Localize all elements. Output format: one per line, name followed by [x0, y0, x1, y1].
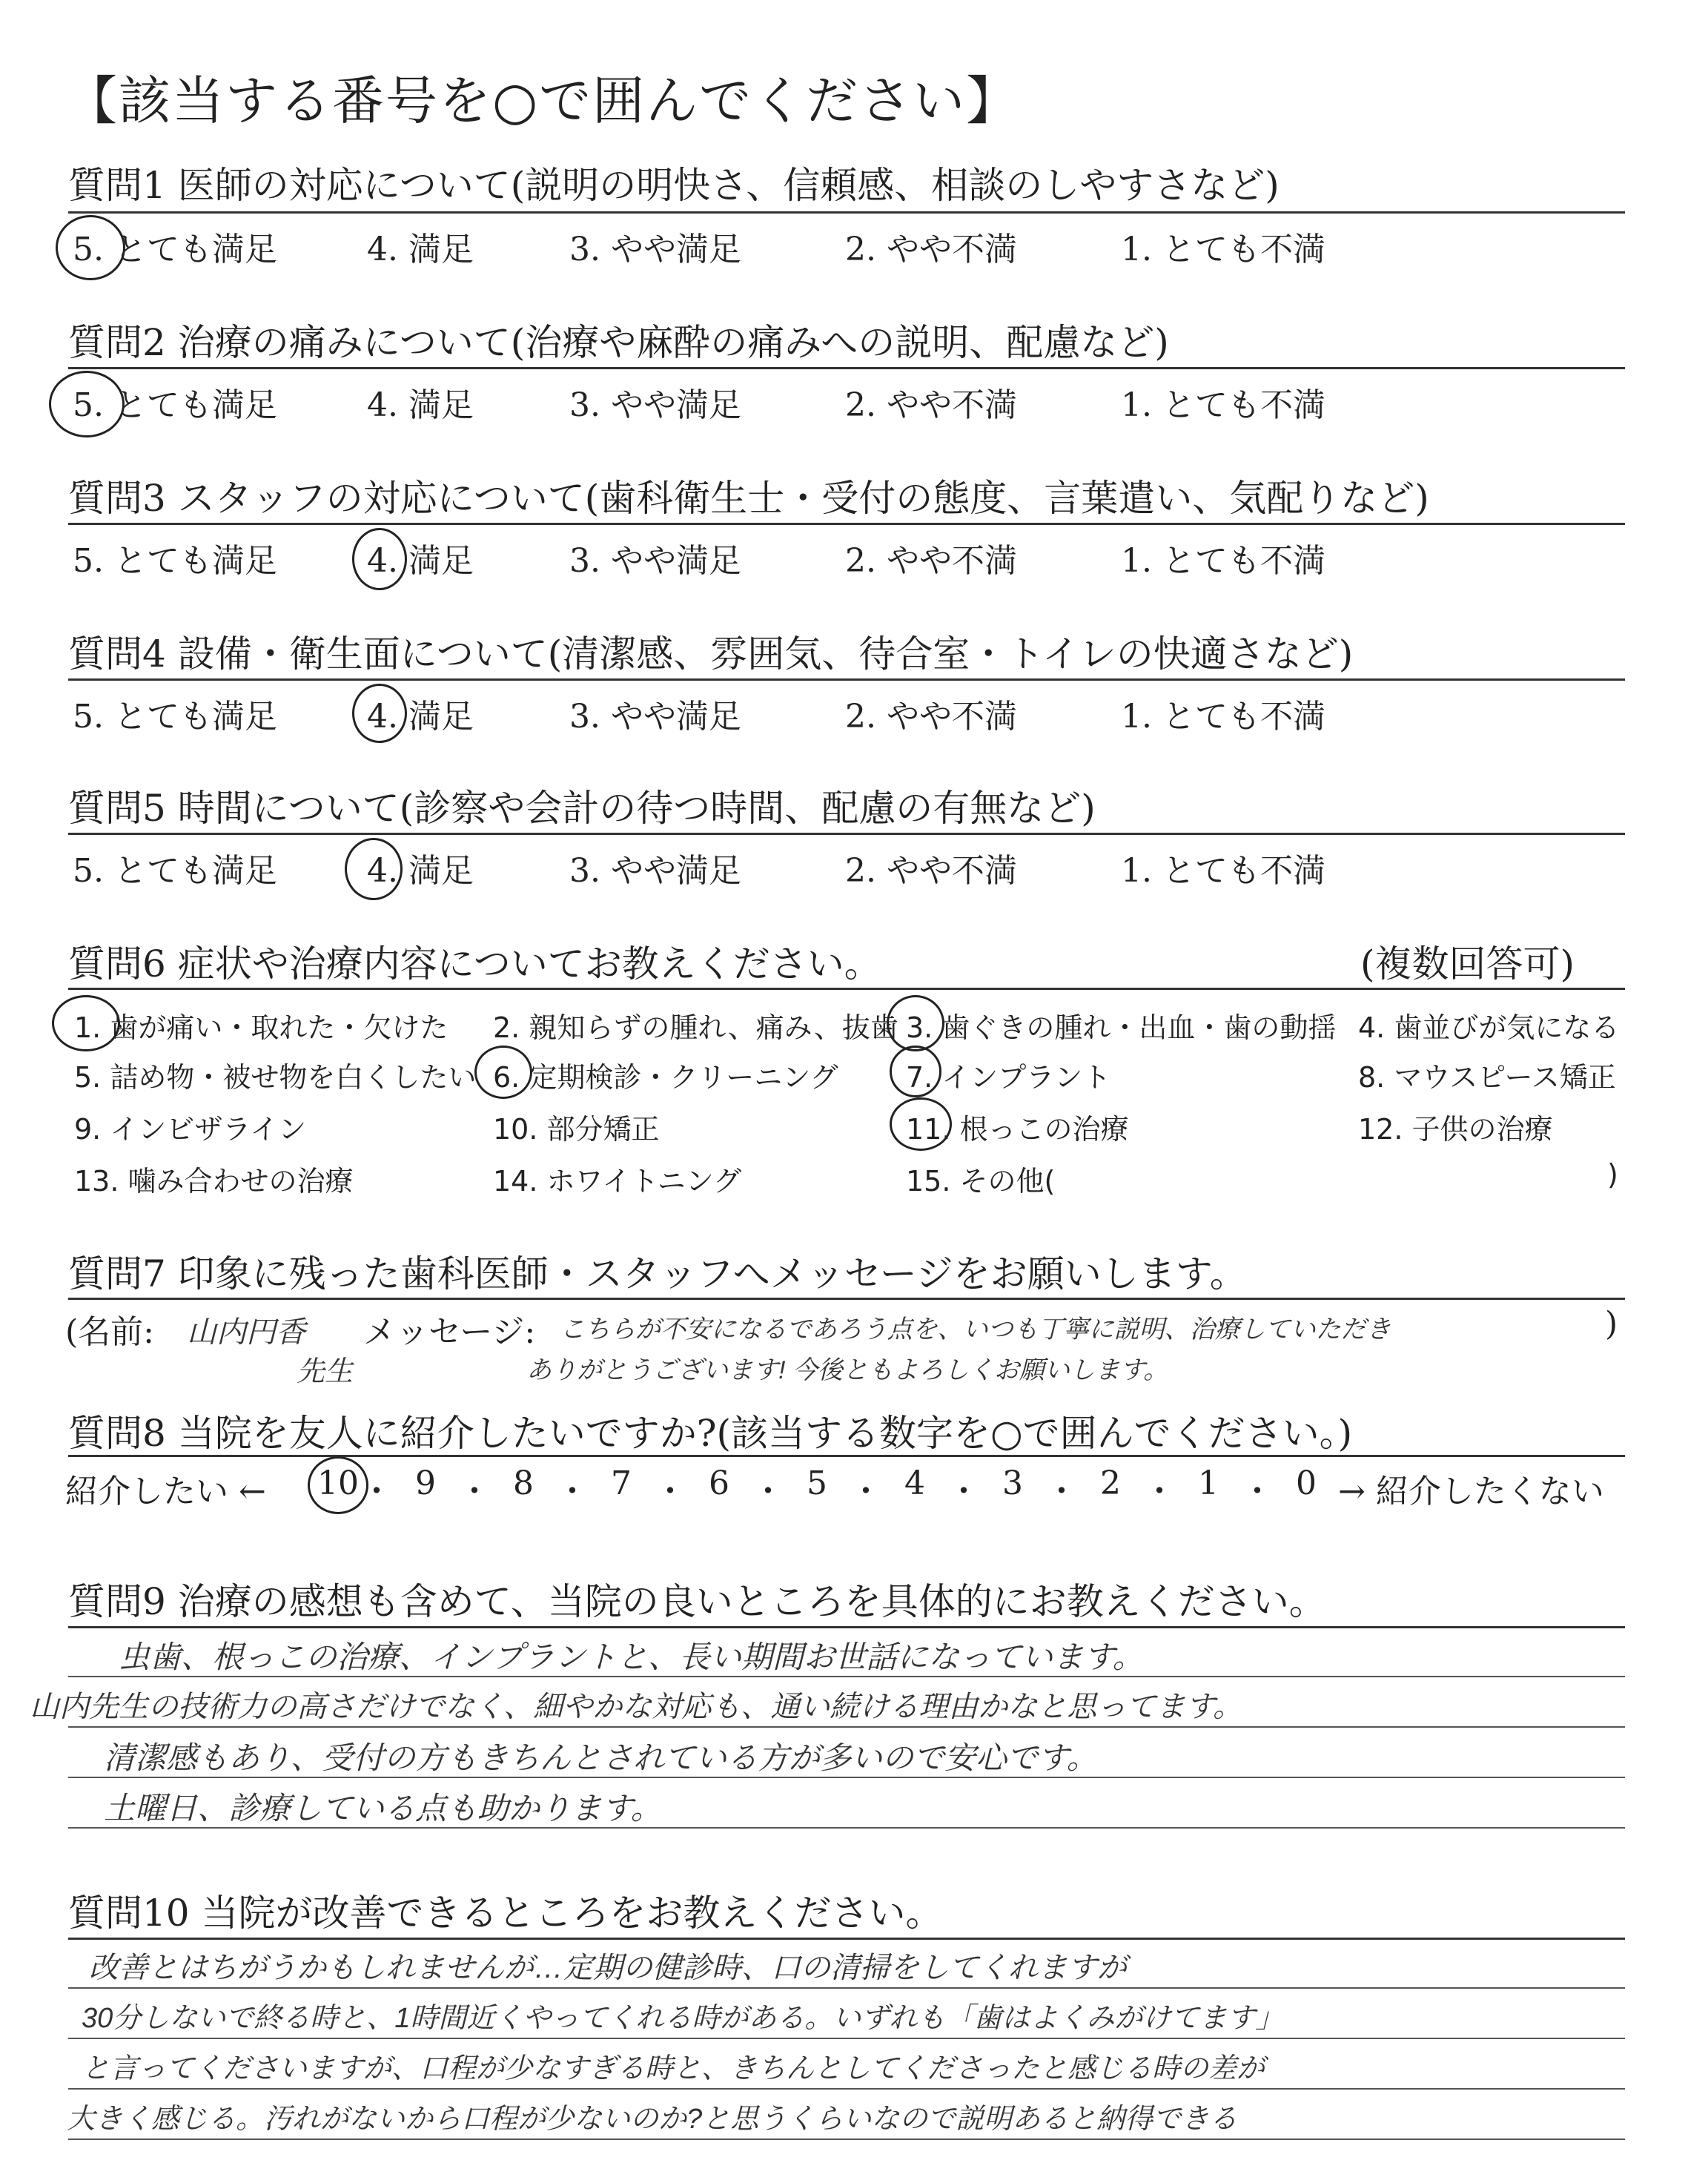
- q6-option-6[interactable]: 6. 定期検診・クリーニング: [493, 1061, 838, 1094]
- q1-option-4[interactable]: 4. 満足: [367, 231, 474, 268]
- q2-selection-circle: [49, 371, 125, 437]
- q8-scale-separator: ・: [556, 1473, 589, 1510]
- q2-option-3[interactable]: 3. やや満足: [569, 386, 741, 424]
- q3-option-3[interactable]: 3. やや満足: [569, 542, 741, 580]
- q8-scale-separator: ・: [458, 1473, 491, 1510]
- q8-scale-separator: ・: [1143, 1473, 1176, 1510]
- q4-option-5[interactable]: 5. とても満足: [73, 698, 277, 736]
- q6-multiple-answers-note: (複数回答可): [1360, 942, 1575, 985]
- q3-option-2[interactable]: 2. やや不満: [845, 542, 1017, 580]
- q5-option-5[interactable]: 5. とても満足: [73, 852, 277, 890]
- q5-option-1[interactable]: 1. とても不満: [1121, 852, 1325, 890]
- q9-answer-text-3: 清潔感もあり、受付の方もきちんとされている方が多いので安心です。: [104, 1740, 1098, 1775]
- q1-title: 質問1 医師の対応について(説明の明快さ、信頼感、相談のしやすさなど): [68, 164, 1280, 207]
- q8-scale-value[interactable]: 4: [904, 1464, 925, 1502]
- q1-selection-circle: [56, 215, 125, 280]
- q2-option-1[interactable]: 1. とても不満: [1121, 386, 1325, 424]
- q10-answer-line-3: [68, 2088, 1625, 2090]
- q3-title: 質問3 スタッフの対応について(歯科衛生士・受付の態度、言葉遣い、気配りなど): [68, 477, 1429, 520]
- q4-option-3[interactable]: 3. やや満足: [569, 698, 741, 736]
- q8-scale-value[interactable]: 0: [1296, 1464, 1317, 1502]
- q8-scale-separator: ・: [654, 1473, 686, 1510]
- q7-message-label: メッセージ:: [363, 1313, 536, 1351]
- q3-option-5[interactable]: 5. とても満足: [73, 542, 277, 580]
- q1-option-2[interactable]: 2. やや不満: [845, 231, 1017, 268]
- q8-scale-separator: ・: [947, 1473, 980, 1510]
- q2-option-5[interactable]: 5. とても満足: [73, 386, 277, 424]
- q9-answer-text-4: 土曜日、診療している点も助かります。: [104, 1791, 662, 1826]
- q7-message-line-2: ありがとうございます! 今後ともよろしくお願いします。: [526, 1356, 1169, 1384]
- q6-option-8[interactable]: 8. マウスピース矯正: [1358, 1061, 1616, 1094]
- q8-scale-value[interactable]: 6: [709, 1464, 729, 1502]
- q1-option-3[interactable]: 3. やや満足: [569, 231, 741, 268]
- q6-option-7[interactable]: 7. インプラント: [906, 1061, 1111, 1094]
- q6-option-9[interactable]: 9. インビザライン: [74, 1113, 307, 1146]
- q6-option-15-close: ): [1607, 1158, 1618, 1191]
- q5-selection-circle: [345, 838, 403, 900]
- q9-answer-text-1: 虫歯、根っこの治療、インプラントと、長い期間お世話になっています。: [119, 1639, 1144, 1674]
- q8-scale-value[interactable]: 2: [1100, 1464, 1121, 1502]
- q8-scale-value[interactable]: 8: [513, 1464, 534, 1502]
- q8-title: 質問8 当院を友人に紹介したいですか?(該当する数字を○で囲んでください。): [68, 1412, 1353, 1455]
- q8-scale-value[interactable]: 1: [1198, 1464, 1219, 1502]
- q9-answer-line-2: [68, 1726, 1625, 1728]
- q4-option-1[interactable]: 1. とても不満: [1121, 698, 1325, 736]
- q7-rule: [68, 1298, 1625, 1300]
- q5-option-3[interactable]: 3. やや満足: [569, 852, 741, 890]
- q7-title: 質問7 印象に残った歯科医師・スタッフへメッセージをお願いします。: [68, 1252, 1247, 1295]
- q4-title: 質問4 設備・衛生面について(清潔感、雰囲気、待合室・トイレの快適さなど): [68, 633, 1354, 676]
- q9-rule: [68, 1626, 1625, 1628]
- q6-option-11[interactable]: 11. 根っこの治療: [906, 1113, 1129, 1146]
- q6-option-3[interactable]: 3. 歯ぐきの腫れ・出血・歯の動揺: [906, 1011, 1337, 1044]
- q8-scale-separator: ・: [1045, 1473, 1078, 1510]
- q10-answer-text-1: 改善とはちがうかもしれませんが…定期の健診時、口の清掃をしてくれますが: [89, 1952, 1127, 1984]
- q8-scale-value[interactable]: 9: [415, 1464, 436, 1502]
- q7-name-value: 山内円香: [187, 1316, 305, 1349]
- q8-scale-value[interactable]: 10: [317, 1464, 359, 1502]
- q9-answer-text-2: 山内先生の技術力の高さだけでなく、細やかな対応も、通い続ける理由かなと思ってます。: [30, 1691, 1242, 1723]
- q6-option-13[interactable]: 13. 噛み合わせの治療: [74, 1165, 354, 1198]
- instruction-heading: 【該当する番号を○で囲んでください】: [65, 70, 1020, 131]
- q8-rule: [68, 1455, 1625, 1457]
- q5-title: 質問5 時間について(診察や会計の待つ時間、配慮の有無など): [68, 787, 1096, 830]
- q7-name-suffix: 先生: [297, 1356, 354, 1387]
- q6-selection-circle-6: [474, 1046, 532, 1099]
- q1-option-5[interactable]: 5. とても満足: [73, 231, 277, 268]
- q5-option-2[interactable]: 2. やや不満: [845, 852, 1017, 890]
- q6-option-15[interactable]: 15. その他(: [906, 1165, 1056, 1198]
- q8-selection-circle: [308, 1456, 368, 1514]
- q9-title: 質問9 治療の感想も含めて、当院の良いところを具体的にお教えください。: [68, 1580, 1326, 1623]
- q8-scale-separator: ・: [1241, 1473, 1274, 1510]
- q8-scale-separator: ・: [360, 1473, 393, 1510]
- q6-option-12[interactable]: 12. 子供の治療: [1358, 1113, 1553, 1146]
- q5-rule: [68, 833, 1625, 835]
- q6-selection-circle-11: [890, 1097, 952, 1151]
- q6-selection-circle-7: [890, 1046, 941, 1097]
- q6-option-1[interactable]: 1. 歯が痛い・取れた・欠けた: [74, 1011, 448, 1044]
- q8-scale-separator: ・: [752, 1473, 784, 1510]
- q6-selection-circle-1: [52, 995, 120, 1051]
- q6-option-14[interactable]: 14. ホワイトニング: [493, 1165, 742, 1198]
- q6-option-10[interactable]: 10. 部分矯正: [493, 1113, 660, 1146]
- q4-rule: [68, 678, 1625, 681]
- q4-option-2[interactable]: 2. やや不満: [845, 698, 1017, 736]
- q8-scale-value[interactable]: 7: [611, 1464, 632, 1502]
- q10-answer-line-1: [68, 1987, 1625, 1989]
- q6-selection-circle-3: [887, 995, 944, 1051]
- q6-option-5[interactable]: 5. 詰め物・被せ物を白くしたい: [74, 1061, 477, 1094]
- q4-option-4[interactable]: 4. 満足: [367, 698, 474, 736]
- q10-answer-text-4: 大きく感じる。汚れがないから口程が少ないのか?と思うくらいなので説明あると納得できる: [67, 2104, 1238, 2135]
- q6-title: 質問6 症状や治療内容についてお教えください。: [68, 942, 881, 985]
- q2-option-4[interactable]: 4. 満足: [367, 386, 474, 424]
- q7-message-line-1: こちらが不安になるであろう点を、いつも丁寧に説明、治療していただき: [560, 1315, 1391, 1344]
- q2-option-2[interactable]: 2. やや不満: [845, 386, 1017, 424]
- q2-title: 質問2 治療の痛みについて(治療や麻酔の痛みへの説明、配慮など): [68, 321, 1169, 364]
- q5-option-4[interactable]: 4. 満足: [367, 852, 474, 890]
- q3-selection-circle: [352, 528, 407, 590]
- q6-option-4[interactable]: 4. 歯並びが気になる: [1358, 1011, 1620, 1044]
- q3-option-1[interactable]: 1. とても不満: [1121, 542, 1325, 580]
- q3-option-4[interactable]: 4. 満足: [367, 542, 474, 580]
- q1-rule: [68, 211, 1625, 214]
- q10-rule: [68, 1938, 1625, 1940]
- q8-scale-value[interactable]: 3: [1002, 1464, 1023, 1502]
- q6-option-2[interactable]: 2. 親知らずの腫れ、痛み、抜歯: [493, 1011, 898, 1044]
- q7-name-label: (名前:: [65, 1313, 154, 1351]
- q2-rule: [68, 367, 1625, 369]
- q10-title: 質問10 当院が改善できるところをお教えください。: [68, 1892, 943, 1935]
- q7-close-paren: ): [1605, 1305, 1618, 1343]
- q1-option-1[interactable]: 1. とても不満: [1121, 231, 1325, 268]
- q8-right-label: → 紹介したくない: [1338, 1473, 1604, 1510]
- q4-selection-circle: [352, 684, 407, 743]
- q10-answer-line-4: [68, 2138, 1625, 2140]
- q8-scale-value[interactable]: 5: [807, 1464, 827, 1502]
- q6-rule: [68, 988, 1625, 990]
- q10-answer-text-3: と言ってくださいますが、口程が少なすぎる時と、きちんとしてくださったと感じる時の差が: [82, 2053, 1265, 2084]
- q8-scale-separator: ・: [850, 1473, 882, 1510]
- q3-rule: [68, 523, 1625, 525]
- q8-left-label: 紹介したい ←: [65, 1473, 266, 1510]
- q10-answer-line-2: [68, 2038, 1625, 2039]
- q10-answer-text-2: 30分しないで終る時と、1時間近くやってくれる時がある。いずれも「歯はよくみがけてます」: [82, 2003, 1284, 2034]
